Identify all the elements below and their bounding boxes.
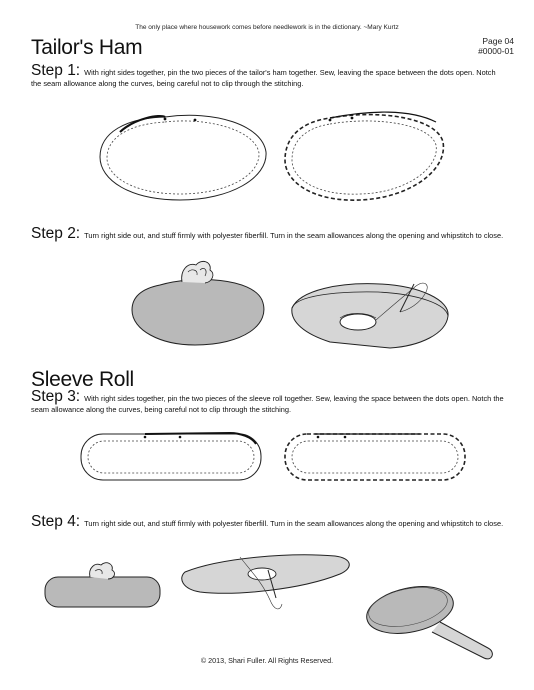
- step-2-text: Turn right side out, and stuff firmly with polyester fiberfill. Turn in the seam allowances along the opening and whipstitch to close.: [84, 231, 504, 240]
- step-4-text: Turn right side out, and stuff firmly with polyester fiberfill. Turn in the seam allowances along the opening and whipstitch to close.: [84, 519, 504, 528]
- step-3-label: Step 3:: [31, 388, 81, 405]
- roll-whipstitch: [182, 555, 350, 609]
- pattern-number: #0000-01: [478, 46, 514, 56]
- sleeve-board: [362, 579, 492, 659]
- copyright-footer: © 2013, Shari Fuller. All Rights Reserved.: [200, 656, 334, 665]
- step-3-text: With right sides together, pin the two pieces of the sleeve roll together. Sew, leaving the space between the dots open. Notch the seam allowance along the curves, being careful not to clip through the stitching.: [31, 394, 504, 414]
- step-4-label: Step 4:: [31, 513, 81, 530]
- stuffed-roll: [45, 563, 160, 607]
- section-title-sleeve-roll: Sleeve Roll: [31, 368, 134, 391]
- step-1-label: Step 1:: [31, 62, 81, 79]
- header-quote: The only place where housework comes before needlework is in the dictionary. ~Mary Kurtz: [135, 24, 399, 31]
- step-2-label: Step 2:: [31, 225, 81, 242]
- step-1-text: With right sides together, pin the two pieces of the tailor's ham together. Sew, leaving the space between the dots open. Notch the seam allowance along the curves, being careful not to clip through the stitching.: [31, 68, 496, 88]
- section-title-tailors-ham: Tailor's Ham: [31, 36, 143, 59]
- page-number: Page 04: [482, 36, 514, 46]
